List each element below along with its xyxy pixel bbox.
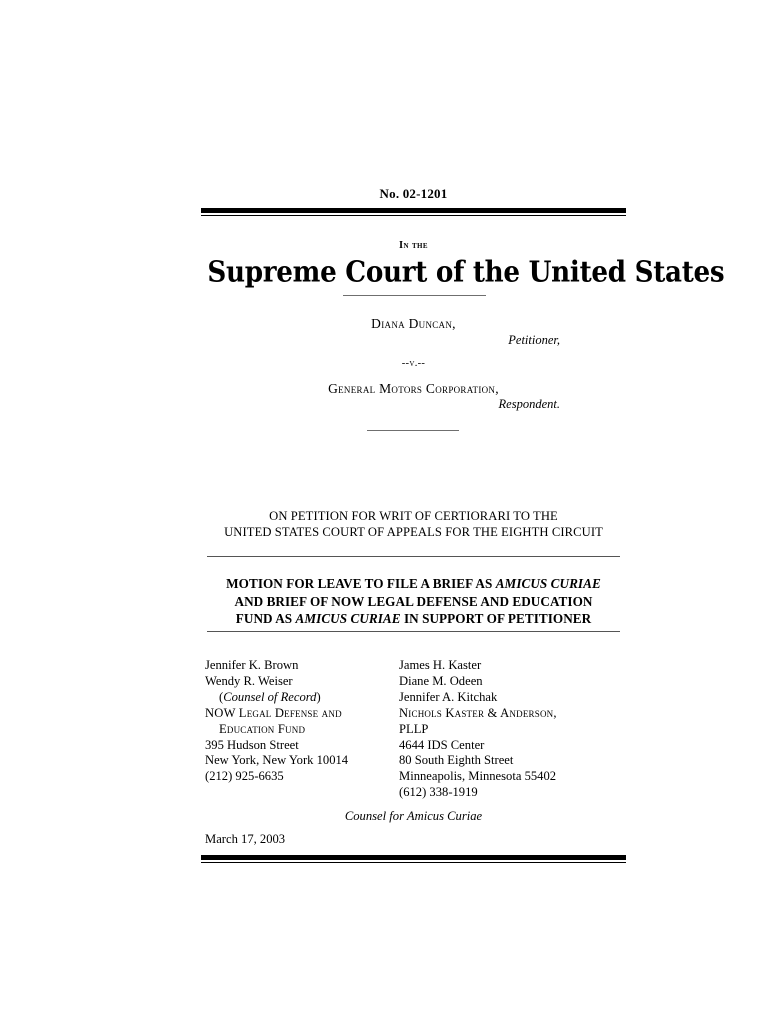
motion-title-line-3-text-b: IN SUPPORT OF PETITIONER — [400, 611, 592, 626]
motion-title-line-3-text-a: FUND AS — [235, 611, 296, 626]
petition-statement-line-2: UNITED STATES COURT OF APPEALS FOR THE EIGHTH CIRCUIT — [224, 524, 603, 539]
caption-rule-bottom — [367, 430, 459, 431]
counsel-right-firm-line-1: Nichols Kaster & Anderson, — [399, 705, 557, 720]
counsel-right-name-3: Jennifer A. Kitchak — [399, 689, 498, 704]
filing-date: March 17, 2003 — [205, 832, 286, 846]
counsel-right-address-2: 80 South Eighth Street — [399, 753, 514, 768]
docket-number: No. 02-1201 — [379, 186, 448, 201]
motion-title — [201, 575, 626, 628]
motion-title-line-2: AND BRIEF OF NOW LEGAL DEFENSE AND EDUCATION — [234, 593, 593, 609]
caption-rule-top — [343, 295, 486, 296]
motion-title-line-3-italic: AMICUS CURIAE — [295, 611, 401, 626]
motion-title-line-3 — [201, 610, 626, 628]
motion-rule-top — [207, 556, 620, 557]
top-rule-thin — [201, 215, 626, 217]
counsel-left-name-2: Wendy R. Weiser — [205, 673, 293, 688]
counsel-left-phone: (212) 925-6635 — [205, 769, 284, 784]
counsel-left-address-2: New York, New York 10014 — [205, 753, 349, 768]
counsel-of-record-text: Counsel of Record — [223, 689, 317, 704]
counsel-left-address-1: 395 Hudson Street — [205, 737, 299, 752]
motion-title-line-1-italic: AMICUS CURIAE — [495, 576, 601, 591]
versus-separator: --v.-- — [401, 358, 426, 369]
motion-title-line-1 — [201, 575, 626, 593]
counsel-right-name-2: Diane M. Odeen — [399, 673, 483, 688]
bottom-double-rule — [201, 855, 626, 863]
bottom-rule-thin — [201, 862, 626, 864]
top-double-rule — [201, 208, 626, 216]
counsel-column-right — [399, 658, 624, 801]
counsel-right-address-1: 4644 IDS Center — [399, 737, 485, 752]
counsel-left-name-1: Jennifer K. Brown — [205, 658, 299, 672]
court-name: Supreme Court of the United States — [207, 255, 725, 289]
counsel-right-firm-line-2: PLLP — [399, 721, 429, 736]
petition-statement-line-1: ON PETITION FOR WRIT OF CERTIORARI TO THE — [269, 509, 558, 523]
counsel-left-firm-line-2: Education Fund — [219, 721, 306, 736]
counsel-right-address-3: Minneapolis, Minnesota 55402 — [399, 769, 557, 784]
motion-rule-bottom — [207, 631, 620, 632]
respondent-role: Respondent. — [498, 397, 560, 411]
motion-title-line-1-text: MOTION FOR LEAVE TO FILE A BRIEF AS — [226, 576, 496, 591]
petition-statement — [201, 509, 626, 540]
in-the-label: In the — [399, 240, 428, 251]
counsel-for-label: Counsel for Amicus Curiae — [344, 809, 483, 823]
counsel-left-firm-line-1: NOW Legal Defense and — [205, 705, 342, 720]
respondent-name: General Motors Corporation, — [328, 381, 499, 396]
petitioner-role: Petitioner, — [508, 333, 560, 347]
counsel-right-phone: (612) 338-1919 — [399, 785, 478, 800]
counsel-right-name-1: James H. Kaster — [399, 658, 482, 672]
counsel-of-record-note: (Counsel of Record) — [219, 689, 321, 704]
petitioner-name: Diana Duncan, — [371, 316, 456, 331]
counsel-column-left — [205, 658, 400, 785]
